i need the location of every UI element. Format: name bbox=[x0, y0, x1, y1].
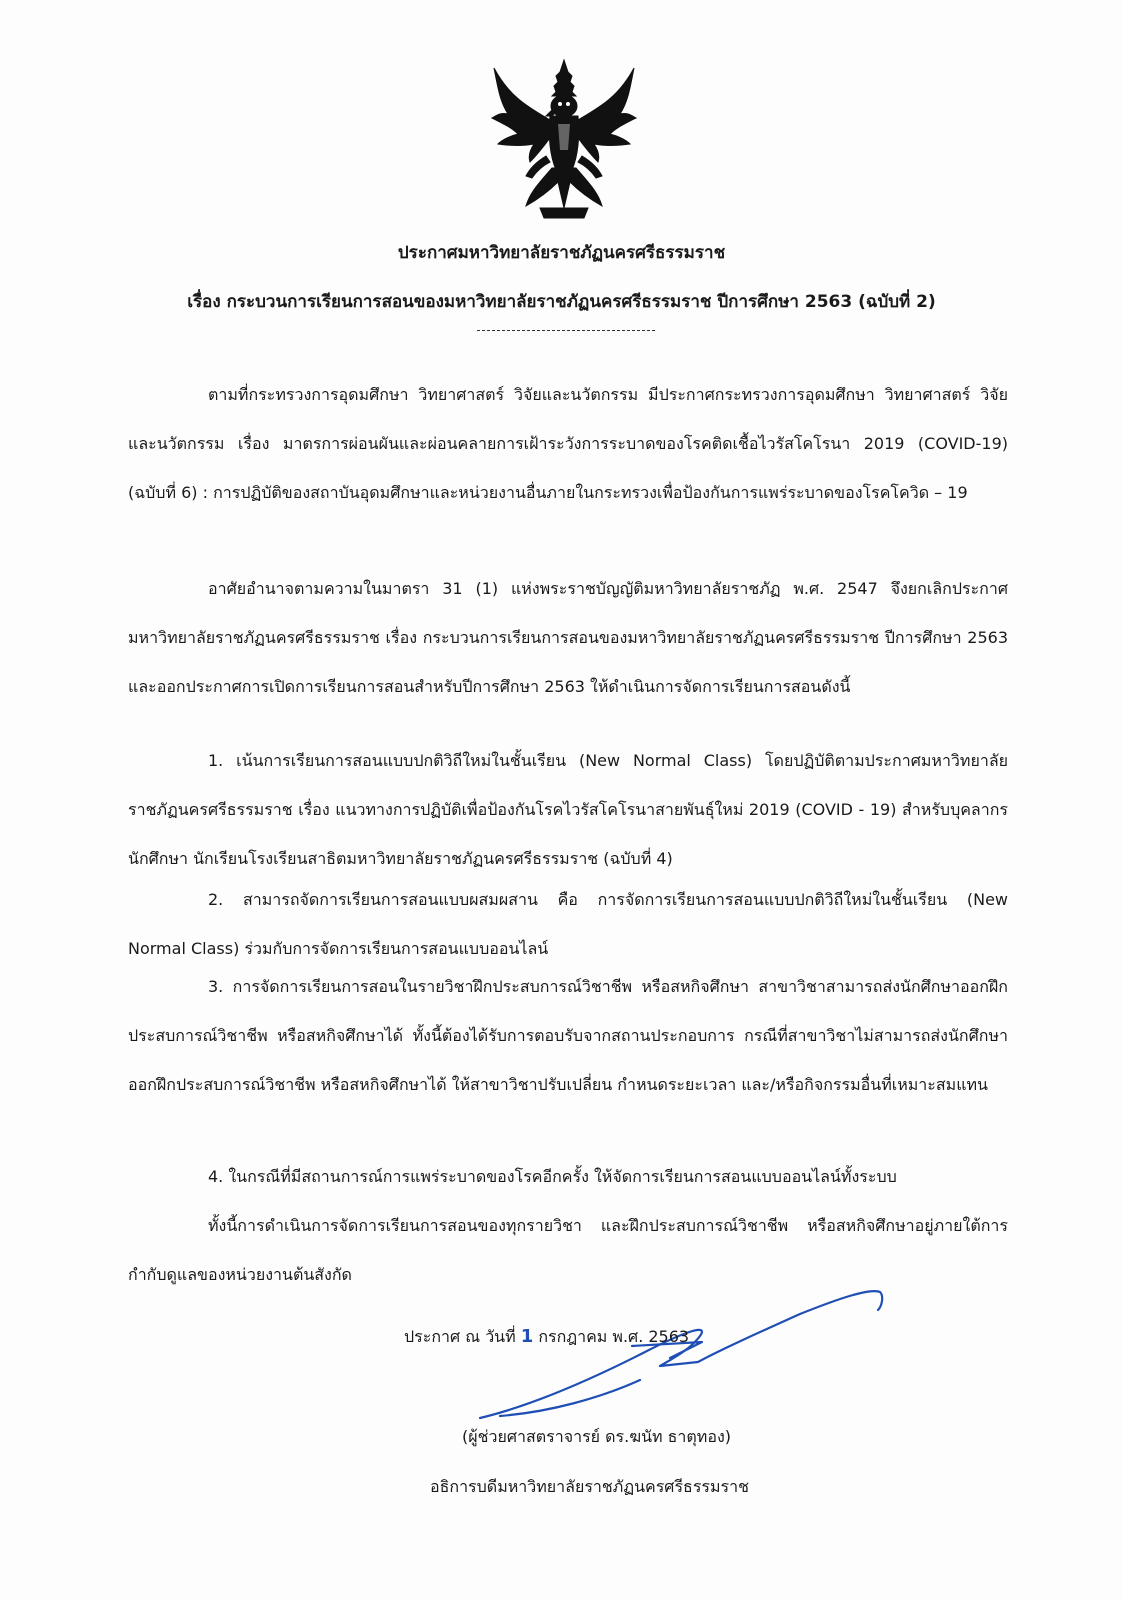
list-item: 4. ในกรณีที่มีสถานการณ์การแพร่ระบาดของโรคอีกครั้ง ให้จัดการเรียนการสอนแบบออนไลน์ทั้งระบบ bbox=[208, 1167, 897, 1186]
list-item: 3. การจัดการเรียนการสอนในรายวิชาฝึกประสบการณ์วิชาชีพ หรือสหกิจศึกษา สาขาวิชาสามารถส่งนักศึกษาออกฝึกประสบการณ์วิชาชีพ หรือสหกิจศึกษาได้ ทั้งนี้ต้องได้รับการตอบรับจากสถานประกอบการ กรณีที่สาขาวิชาไม่สามารถส่งนักศึกษาออกฝึกประสบการณ์วิชาชีพ หรือสหกิจศึกษาได้ ให้สาขาวิชาปรับเปลี่ยน กำหนดระยะเวลา และ/หรือกิจกรรมอื่นที่เหมาะสมแทน bbox=[128, 977, 1008, 1094]
signature-icon bbox=[470, 1270, 900, 1430]
paragraph-authority: อาศัยอำนาจตามความในมาตรา 31 (1) แห่งพระราชบัญญัติมหาวิทยาลัยราชภัฏ พ.ศ. 2547 จึงยกเลิกประกาศมหาวิทยาลัยราชภัฏนครศรีธรรมราช เรื่อง กระบวนการเรียนการสอนของมหาวิทยาลัยราชภัฏนครศรีธรรมราช ปีการศึกษา 2563 และออกประกาศการเปิดการเรียนการสอนสำหรับปีการศึกษา 2563 ให้ดำเนินการจัดการเรียนการสอนดังนี้ bbox=[128, 579, 1008, 696]
title-divider bbox=[477, 330, 655, 331]
announcement-date bbox=[404, 1325, 689, 1350]
date-day: 1 bbox=[520, 1326, 534, 1347]
paragraph-reference: ตามที่กระทรวงการอุดมศึกษา วิทยาศาสตร์ วิจัยและนวัตกรรม มีประกาศกระทรวงการอุดมศึกษา วิทยาศาสตร์ วิจัยและนวัตกรรม เรื่อง มาตรการผ่อนผันและผ่อนคลายการเฝ้าระวังการระบาดของโรคติดเชื้อไวรัสโคโรนา 2019 (COVID-19)(ฉบับที่ 6) : การปฏิบัติของสถาบันอุดมศึกษาและหน่วยงานอื่นภายในกระทรวงเพื่อป้องกันการแพร่ระบาดของโรคโควิด – 19 bbox=[128, 385, 1008, 502]
signer-title: อธิการบดีมหาวิทยาลัยราชภัฏนครศรีธรรมราช bbox=[430, 1477, 749, 1496]
document-subject: เรื่อง กระบวนการเรียนการสอนของมหาวิทยาลัยราชภัฏนครศรีธรรมราช ปีการศึกษา 2563 (ฉบับที่ 2) bbox=[187, 292, 936, 312]
signer-name: (ผู้ช่วยศาสตราจารย์ ดร.ฆนัท ธาตุทอง) bbox=[462, 1427, 731, 1446]
list-item: 2. สามารถจัดการเรียนการสอนแบบผสมผสาน คือ การจัดการเรียนการสอนแบบปกติวิถีใหม่ในชั้นเรียน (New Normal Class) ร่วมกับการจัดการเรียนการสอนแบบออนไลน์ bbox=[128, 890, 1008, 958]
garuda-emblem-icon bbox=[490, 58, 638, 220]
date-prefix: ประกาศ ณ วันที่ bbox=[404, 1327, 521, 1346]
date-suffix: กรกฎาคม พ.ศ. 2563 bbox=[533, 1327, 690, 1346]
paragraph-supervision: ทั้งนี้การดำเนินการจัดการเรียนการสอนของทุกรายวิชา และฝึกประสบการณ์วิชาชีพ หรือสหกิจศึกษาอยู่ภายใต้การกำกับดูแลของหน่วยงานต้นสังกัด bbox=[128, 1216, 1008, 1284]
list-item: 1. เน้นการเรียนการสอนแบบปกติวิถีใหม่ในชั้นเรียน (New Normal Class) โดยปฏิบัติตามประกาศมหาวิทยาลัยราชภัฏนครศรีธรรมราช เรื่อง แนวทางการปฏิบัติเพื่อป้องกันโรคไวรัสโคโรนาสายพันธุ์ใหม่ 2019 (COVID - 19) สำหรับบุคลากร นักศึกษา นักเรียนโรงเรียนสาธิตมหาวิทยาลัยราชภัฏนครศรีธรรมราช (ฉบับที่ 4) bbox=[128, 751, 1009, 868]
document-title: ประกาศมหาวิทยาลัยราชภัฏนครศรีธรรมราช bbox=[397, 243, 726, 263]
